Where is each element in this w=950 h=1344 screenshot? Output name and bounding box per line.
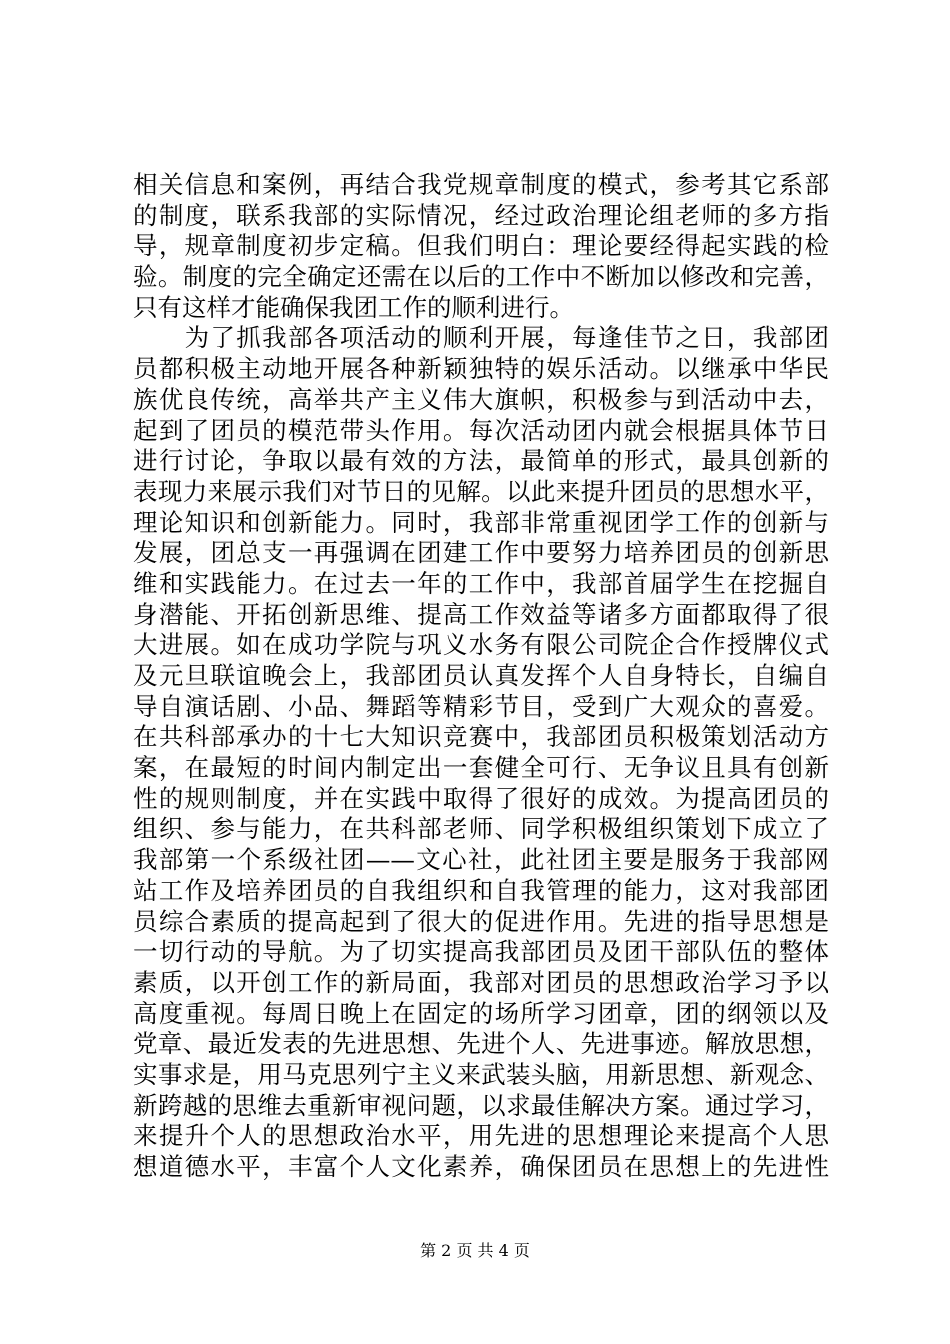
text-line: 想道德水平，丰富个人文化素养，确保团员在思想上的先进性: [133, 1152, 829, 1181]
text-line: 案，在最短的时间内制定出一套健全可行、无争议且具有创新: [133, 753, 829, 783]
text-line: 组织、参与能力，在共科部老师、同学积极组织策划下成立了: [133, 814, 829, 844]
text-line: 素质，以开创工作的新局面，我部对团员的思想政治学习予以: [133, 967, 829, 997]
text-line: 来提升个人的思想政治水平，用先进的思想理论来提高个人思: [133, 1121, 829, 1151]
text-line: 表现力来展示我们对节日的见解。以此来提升团员的思想水平，: [133, 476, 829, 506]
text-line: 维和实践能力。在过去一年的工作中，我部首届学生在挖掘自: [133, 568, 829, 598]
text-line: 相关信息和案例，再结合我党规章制度的模式，参考其它系部: [133, 170, 829, 199]
text-line: 在共科部承办的十七大知识竞赛中，我部团员积极策划活动方: [133, 722, 829, 752]
text-line: 我部第一个系级社团——文心社，此社团主要是服务于我部网: [133, 845, 829, 875]
text-line: 的制度，联系我部的实际情况，经过政治理论组老师的多方指: [133, 200, 829, 230]
text-line: 导，规章制度初步定稿。但我们明白：理论要经得起实践的检: [133, 231, 829, 261]
text-line: 员都积极主动地开展各种新颖独特的娱乐活动。以继承中华民: [133, 354, 829, 384]
text-line: 员综合素质的提高起到了很大的促进作用。先进的指导思想是: [133, 906, 829, 936]
text-line: 只有这样才能确保我团工作的顺利进行。: [133, 292, 574, 322]
text-line: 起到了团员的模范带头作用。每次活动团内就会根据具体节日: [133, 415, 829, 445]
body-text: [133, 170, 829, 1183]
text-line: 实事求是，用马克思列宁主义来武装头脑，用新思想、新观念、: [133, 1059, 829, 1089]
text-line: 及元旦联谊晚会上，我部团员认真发挥个人自身特长，自编自: [133, 661, 829, 690]
page-footer: 第 2 页 共 4 页: [420, 1241, 530, 1260]
text-line: 理论知识和创新能力。同时，我部非常重视团学工作的创新与: [133, 507, 829, 537]
text-line: 一切行动的导航。为了切实提高我部团员及团干部队伍的整体: [133, 937, 829, 967]
text-line: 高度重视。每周日晚上在固定的场所学习团章，团的纲领以及: [133, 998, 829, 1028]
text-line: 性的规则制度，并在实践中取得了很好的成效。为提高团员的: [133, 783, 829, 813]
text-line: 导自演话剧、小品、舞蹈等精彩节目，受到广大观众的喜爱。: [133, 691, 829, 721]
text-line: 党章、最近发表的先进思想、先进个人、先进事迹。解放思想，: [133, 1029, 829, 1059]
text-line: 新跨越的思维去重新审视问题，以求最佳解决方案。通过学习，: [133, 1090, 829, 1120]
text-line: 大进展。如在成功学院与巩义水务有限公司院企合作授牌仪式: [133, 630, 829, 660]
text-line: 族优良传统，高举共产主义伟大旗帜，积极参与到活动中去，: [133, 384, 829, 414]
text-line: 进行讨论，争取以最有效的方法，最简单的形式，最具创新的: [133, 446, 829, 476]
text-line: 身潜能、开拓创新思维、提高工作效益等诸多方面都取得了很: [133, 599, 829, 629]
text-line: 验。制度的完全确定还需在以后的工作中不断加以修改和完善，: [133, 262, 829, 292]
text-line: 为了抓我部各项活动的顺利开展，每逢佳节之日，我部团: [133, 323, 829, 353]
text-line: 发展，团总支一再强调在团建工作中要努力培养团员的创新思: [133, 538, 829, 568]
text-line: 站工作及培养团员的自我组织和自我管理的能力，这对我部团: [133, 875, 829, 905]
